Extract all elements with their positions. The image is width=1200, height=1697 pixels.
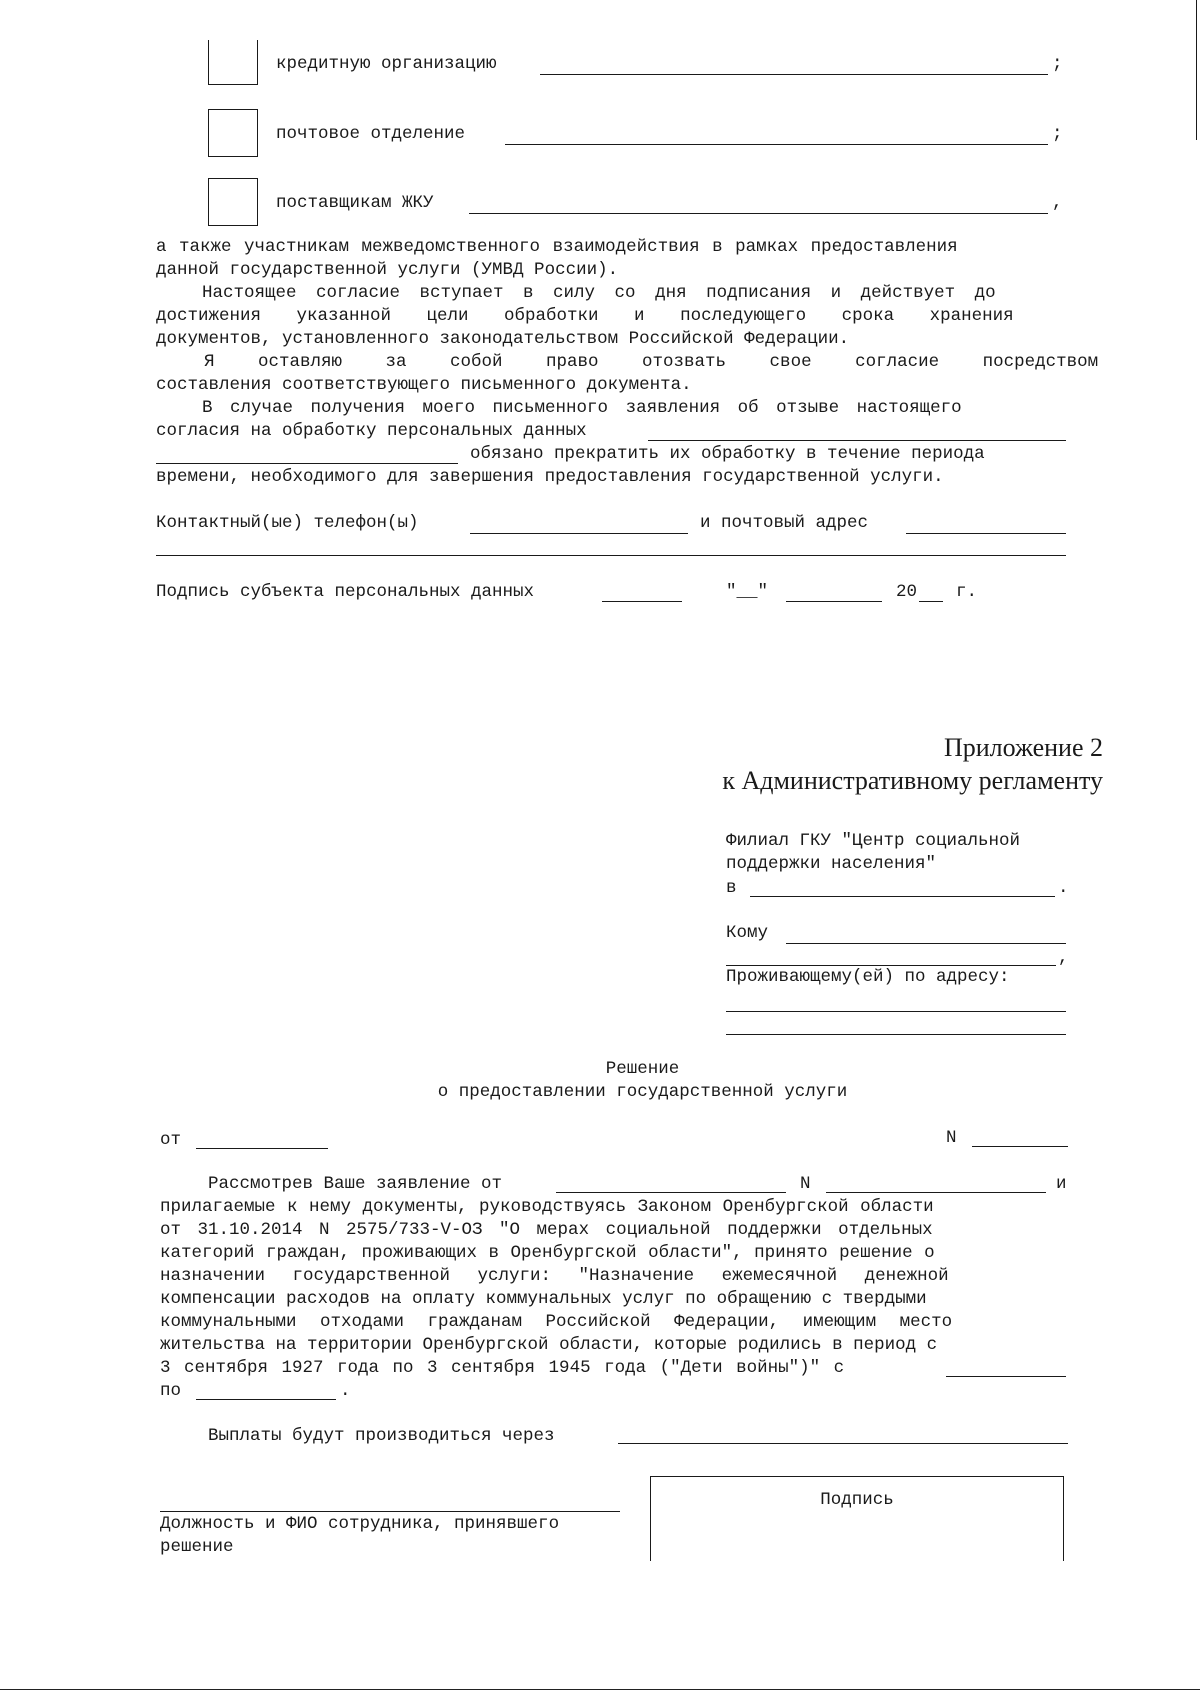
participants-line-1: а также участникам межведомственного взаимодействия в рамках предоставления <box>156 237 958 257</box>
period-end-field[interactable] <box>196 1399 336 1400</box>
decision-subtitle: о предоставлении государственной услуги <box>437 1082 848 1102</box>
option-label-utility-providers: поставщикам ЖКУ <box>276 193 434 213</box>
validity-line-1: Настоящее согласие вступает в силу со дня подписания и действует до <box>202 283 996 303</box>
decision-body-l9: 3 сентября 1927 года по 3 сентября 1945 года ("Дети войны")" с <box>160 1358 845 1378</box>
signature-box-label: Подпись <box>820 1490 894 1510</box>
withdrawal-line-2: согласия на обработку персональных данных <box>156 421 587 441</box>
period-end-dot: . <box>340 1381 351 1401</box>
subject-signature-label: Подпись субъекта персональных данных <box>156 582 535 602</box>
checkbox-credit-org[interactable] <box>208 40 258 85</box>
option-end-credit-org: ; <box>1052 54 1063 74</box>
application-date-field[interactable] <box>556 1192 786 1193</box>
decision-number-label: N <box>946 1128 957 1148</box>
checkbox-utility-providers[interactable] <box>208 178 258 226</box>
option-end-post-office: ; <box>1052 124 1063 144</box>
recipient-name-end: , <box>1058 948 1069 968</box>
contact-phone-label: Контактный(ые) телефон(ы) <box>156 513 419 533</box>
processor-field-a[interactable] <box>648 440 1066 441</box>
decision-date-field[interactable] <box>196 1148 328 1149</box>
appendix-subtitle: к Административному регламенту <box>722 766 1103 795</box>
application-number-field[interactable] <box>826 1192 1046 1193</box>
utility-providers-field[interactable] <box>469 213 1048 214</box>
validity-line-2: достижения указанной цели обработки и последующего срока хранения <box>156 306 1014 326</box>
decision-body-l4: категорий граждан, проживающих в Оренбургской области", принято решение о <box>160 1243 935 1263</box>
signature-year-field[interactable] <box>919 601 943 602</box>
signature-year-prefix: 20 <box>896 582 918 602</box>
decision-body-l8: жительства на территории Оренбургской области, которые родились в период с <box>160 1335 938 1355</box>
branch-line-2: поддержки населения" <box>726 854 937 874</box>
period-start-field[interactable] <box>946 1376 1066 1377</box>
subject-signature-field[interactable] <box>602 601 682 602</box>
employee-label-line-2: решение <box>160 1537 234 1557</box>
option-end-utility-providers: , <box>1052 193 1063 213</box>
credit-org-field[interactable] <box>540 74 1048 75</box>
option-label-credit-org: кредитную организацию <box>276 54 497 74</box>
decision-body-l1b: N <box>800 1174 811 1194</box>
postal-address-label: и почтовый адрес <box>700 513 869 533</box>
page-bottom-edge <box>0 1689 1200 1690</box>
decision-title: Решение <box>605 1059 680 1079</box>
payments-label: Выплаты будут производиться через <box>208 1426 555 1446</box>
checkbox-post-office[interactable] <box>208 109 258 157</box>
decision-body-l10: по <box>160 1381 182 1401</box>
decision-body-l7: коммунальными отходами гражданам Российской Федерации, имеющим место <box>160 1312 953 1332</box>
withdrawal-line-1: В случае получения моего письменного заявления об отзыве настоящего <box>202 398 962 418</box>
validity-line-3: документов, установленного законодательством Российской Федерации. <box>156 329 850 349</box>
page-right-edge <box>1196 0 1197 140</box>
decision-body-l1c: и <box>1056 1174 1067 1194</box>
recipient-name-field[interactable] <box>786 943 1066 944</box>
signature-box[interactable] <box>650 1476 1064 1561</box>
residence-address-field-2[interactable] <box>726 1034 1066 1035</box>
residing-label: Проживающему(ей) по адресу: <box>726 967 1010 987</box>
postal-address-field[interactable] <box>906 533 1066 534</box>
employee-label-line-1: Должность и ФИО сотрудника, принявшего <box>160 1514 560 1534</box>
decision-body-l3: от 31.10.2014 N 2575/733-V-ОЗ "О мерах социальной поддержки отдельных <box>160 1220 933 1240</box>
withdrawal-line-4: времени, необходимого для завершения предоставления государственной услуги. <box>156 467 944 487</box>
decision-date-label: от <box>160 1130 182 1150</box>
withdrawal-line-3: обязано прекратить их обработку в течение периода <box>470 444 985 464</box>
decision-body-l5: назначении государственной услуги: "Назначение ежемесячной денежной <box>160 1266 949 1286</box>
decision-body-l2: прилагаемые к нему документы, руководствуясь Законом Оренбургской области <box>160 1197 934 1217</box>
processor-field-b[interactable] <box>156 463 458 464</box>
branch-in-label: в <box>726 878 737 898</box>
contact-phone-field[interactable] <box>470 533 688 534</box>
post-office-field[interactable] <box>505 144 1048 145</box>
revoke-line-2: составления соответствующего письменного документа. <box>156 375 692 395</box>
decision-body-l6: компенсации расходов на оплату коммунальных услуг по обращению с твердыми <box>160 1289 927 1309</box>
appendix-title: Приложение 2 <box>943 733 1103 762</box>
decision-number-field[interactable] <box>972 1146 1068 1147</box>
branch-location-field[interactable] <box>750 896 1055 897</box>
decision-body-l1a: Рассмотрев Ваше заявление от <box>208 1174 503 1194</box>
branch-location-end: . <box>1058 878 1069 898</box>
signature-month-field[interactable] <box>786 601 882 602</box>
to-label: Кому <box>726 923 769 943</box>
residence-address-field[interactable] <box>726 1011 1066 1012</box>
revoke-line-1: Я оставляю за собой право отозвать свое согласие посредством <box>204 352 1099 372</box>
employee-field[interactable] <box>160 1511 620 1512</box>
payments-channel-field[interactable] <box>618 1443 1068 1444</box>
option-label-post-office: почтовое отделение <box>276 124 466 144</box>
recipient-name-field-2[interactable] <box>726 965 1056 966</box>
signature-year-suffix: г. <box>956 582 978 602</box>
branch-line-1: Филиал ГКУ "Центр социальной <box>726 831 1021 851</box>
participants-line-2: данной государственной услуги (УМВД России). <box>156 260 619 280</box>
postal-address-field-2[interactable] <box>156 555 1066 556</box>
signature-day: "__" <box>726 582 769 602</box>
